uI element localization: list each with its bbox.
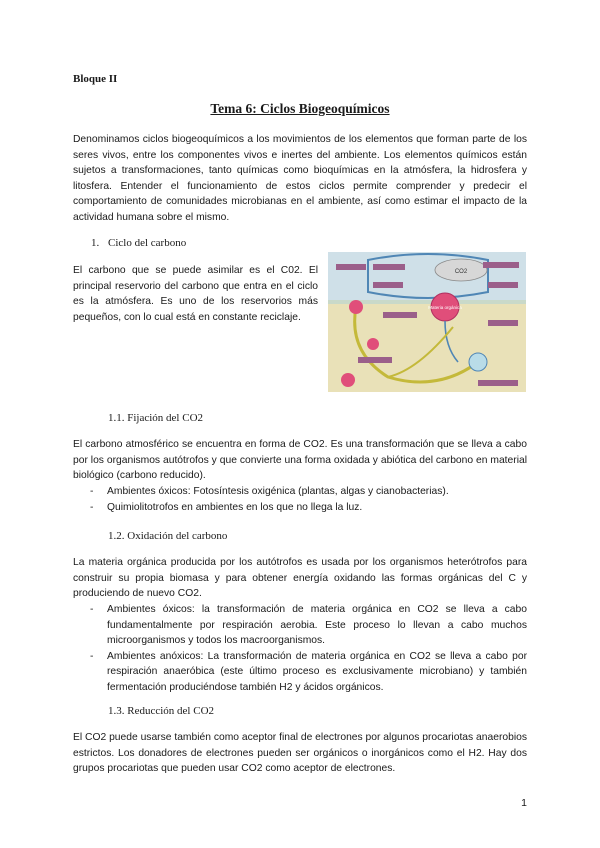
section-1-2-heading: 1.2. Oxidación del carbono: [108, 530, 228, 542]
section-1-title: Ciclo del carbono: [108, 237, 187, 249]
list-item: [73, 649, 527, 696]
list-item: [73, 602, 527, 649]
label-box-6: [488, 320, 518, 326]
intro-paragraph: Denominamos ciclos biogeoquímicos a los movimientos de los elementos que forman parte de los seres vivos, entre los componentes vivos e inertes del ambiente. Los elementos químicos están sujetos a transformaciones, tanto químicas como bioquímicas en la atmósfera, la hidrosfera y litosfera. Entender el funcionamiento de estos ciclos permite comprender y predecir el comportamiento de comunidades microbianas en el ambiente, así como estimar el impacto de la actividad humana sobre el mismo.: [73, 134, 527, 223]
label-box-5: [373, 282, 403, 288]
list-item: [73, 500, 527, 516]
list-item-text: Ambientes óxicos: Fotosíntesis oxigénica (plantas, algas y cianobacterias).: [107, 486, 449, 497]
page-title: Tema 6: Ciclos Biogeoquímicos: [210, 101, 390, 116]
ch4-node: [341, 373, 355, 387]
section-1-3-heading: 1.3. Reducción del CO2: [108, 705, 215, 717]
list-item: [73, 484, 527, 500]
label-box-3: [483, 262, 519, 268]
section-1-3-paragraph: El CO2 puede usarse también como aceptor final de electrones por algunos procariotas anaerobios estrictos. Los donadores de electrones pueden ser orgánicos o inorgánicos como el H2. Hay dos grupos procariotas que pueden usar CO2 como aceptor de electrones.: [73, 732, 527, 775]
bullet-dash: -: [90, 650, 94, 662]
page-number: 1: [521, 797, 527, 809]
list-item-text: Ambientes anóxicos: La transformación de materia orgánica en CO2 se lleva a cabo por respiración anaeróbica (este último proceso es exclusivamente microbiano) y también fermentación produciéndose también H2 y ácidos orgánicos.: [107, 650, 527, 693]
bullet-dash: -: [90, 604, 94, 615]
section-1-1-paragraph: El carbono atmosférico se encuentra en forma de CO2. Es una transformación que se lleva a cabo por los organismos autótrofos y que convierte una forma oxidada y abiótica del carbono en material biológico (carbono reducido).: [73, 439, 527, 482]
section-1-2-list: [73, 602, 527, 696]
atmosphere-zone: [328, 252, 526, 302]
organic-matter-label: Materia orgánica: [428, 305, 462, 310]
co2-cloud-label: CO2: [454, 269, 468, 275]
section-1-1-heading: 1.1. Fijación del CO2: [108, 412, 204, 424]
label-box-8: [358, 357, 392, 363]
label-box-7: [383, 312, 417, 318]
section-1-heading: [91, 237, 186, 249]
carbon-cycle-diagram: [328, 252, 526, 392]
list-item-text: Quimiolitotrofos en ambientes en los que no llega la luz.: [107, 501, 363, 513]
section-1-2-paragraph: La materia orgánica producida por los autótrofos es usada por los organismos heterótrofos para construir su propia biomasa y para obtener energía oxidando las formas orgánicas del C y produciendo de nuevo CO2.: [73, 557, 527, 600]
co2-node: [469, 353, 487, 371]
carbon-cycle-figure: [328, 252, 526, 392]
bullet-dash: -: [90, 486, 94, 497]
section-1-1-list: [73, 484, 527, 515]
label-box-4: [488, 282, 518, 288]
bullet-dash: -: [90, 501, 94, 513]
list-item-text: Ambientes óxicos: la transformación de materia orgánica en CO2 se lleva a cabo fundamentalmente por respiración aerobia. Este proceso lo llevan a cabo muchos microorganismos y todos los macroorganismos.: [107, 604, 527, 647]
label-box-1: [336, 264, 366, 270]
methane-node: [349, 300, 363, 314]
h2-node: [367, 338, 379, 350]
block-label: Bloque II: [73, 73, 118, 85]
label-box-2: [373, 264, 405, 270]
section-1-number: 1.: [91, 237, 100, 249]
label-box-9: [478, 380, 518, 386]
section-1-paragraph: El carbono que se puede asimilar es el C02. El principal reservorio del carbono que entra en el ciclo es la atmósfera. Es uno de los reservorios más pequeños, con lo cual está en constante reciclaje.: [73, 265, 318, 323]
